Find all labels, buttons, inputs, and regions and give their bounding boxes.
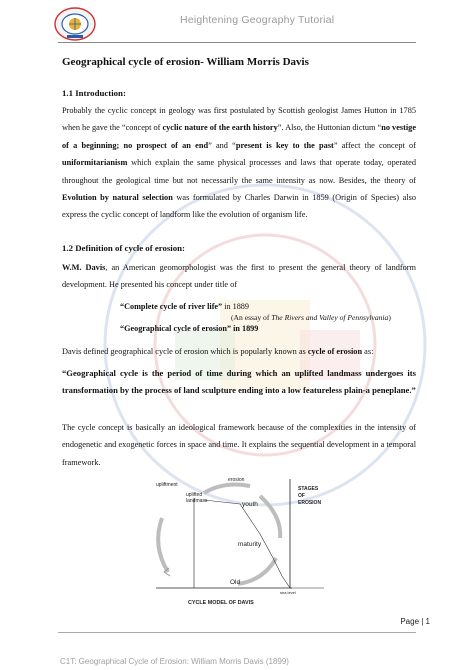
cycle-arc-left (158, 518, 168, 572)
label-erosion-stages: EROSION (298, 500, 322, 506)
cycle-concept-paragraph: The cycle concept is basically an ideological framework because of the complexities in the intensity of endogenetic and exogenetic forces in space and time. It explains the sequential development in a temporal framework. (62, 423, 416, 467)
label-youth: youth (242, 501, 258, 508)
document-title: Geographical cycle of erosion- William Morris Davis (62, 56, 309, 68)
footer-text: C1T: Geographical Cycle of Erosion: William Morris Davis (1899) (60, 657, 289, 666)
label-landmass: landmass (186, 498, 208, 504)
label-uplifted: uplifted (186, 492, 203, 498)
label-sea-level: sea level (280, 590, 296, 595)
header-title: Heightening Geography Tutorial (180, 14, 335, 26)
cycle-arc-top (204, 485, 250, 493)
davis-paragraph: W.M. Davis, an American geomorphologist was the first to present the general theory of landform development. He presented his concept under title of (62, 263, 416, 290)
work-complete-cycle: “Complete cycle of river life” in 1889 (120, 302, 249, 311)
page-number: Page | 1 (400, 617, 430, 626)
work-note: (An essay of The Rivers and Valley of Pennsylvania) (231, 313, 391, 322)
label-old: Old (230, 579, 241, 586)
header-divider (58, 42, 416, 43)
label-of: OF (298, 493, 305, 499)
figure-caption: CYCLE MODEL OF DAVIS (188, 600, 254, 606)
label-erosion: erosion (228, 477, 245, 483)
cycle-model-diagram (142, 476, 338, 610)
definition-intro-paragraph: Davis defined geographical cycle of erosion which is popularly known as cycle of erosion as: (62, 347, 374, 356)
section-heading-definition: 1.2 Definition of cycle of erosion: (62, 243, 185, 253)
footer-divider (58, 632, 416, 633)
work-geographical-cycle: “Geographical cycle of erosion” in 1899 (120, 324, 259, 333)
cycle-arc-bottom (238, 558, 276, 584)
globe-seal-icon (54, 7, 96, 41)
label-upliftment: upliftment (156, 482, 178, 488)
introduction-paragraph: Probably the cyclic concept in geology was first postulated by Scottish geologist James Hutton in 1785 when he gave the “concept of cyclic nature of the earth history”. Also, the Huttonian dictum “no vestige of a beginning; no prospect of an end” and “present is key to the past” affect the concept of uniformitarianism which explain the same physical processes and laws that operate today, operated throughout the geological time but not necessarily the same intensity as now. Besides, the theory of Evolution by natural selection was formulated by Charles Darwin in 1859 (Origin of Species) also express the cyclic concept of landform like the evolution of organism life. (62, 106, 417, 220)
label-stages: STAGES (298, 486, 319, 492)
label-maturity: maturity (238, 541, 262, 548)
cycle-arc-right (260, 496, 280, 538)
section-heading-introduction: 1.1 Introduction: (62, 88, 126, 98)
definition-quote: “Geographical cycle is the period of time during which an uplifted landmass undergoes its transformation by the process of land sculpture ending into a low featureless plain-a peneplane.” (62, 368, 416, 396)
